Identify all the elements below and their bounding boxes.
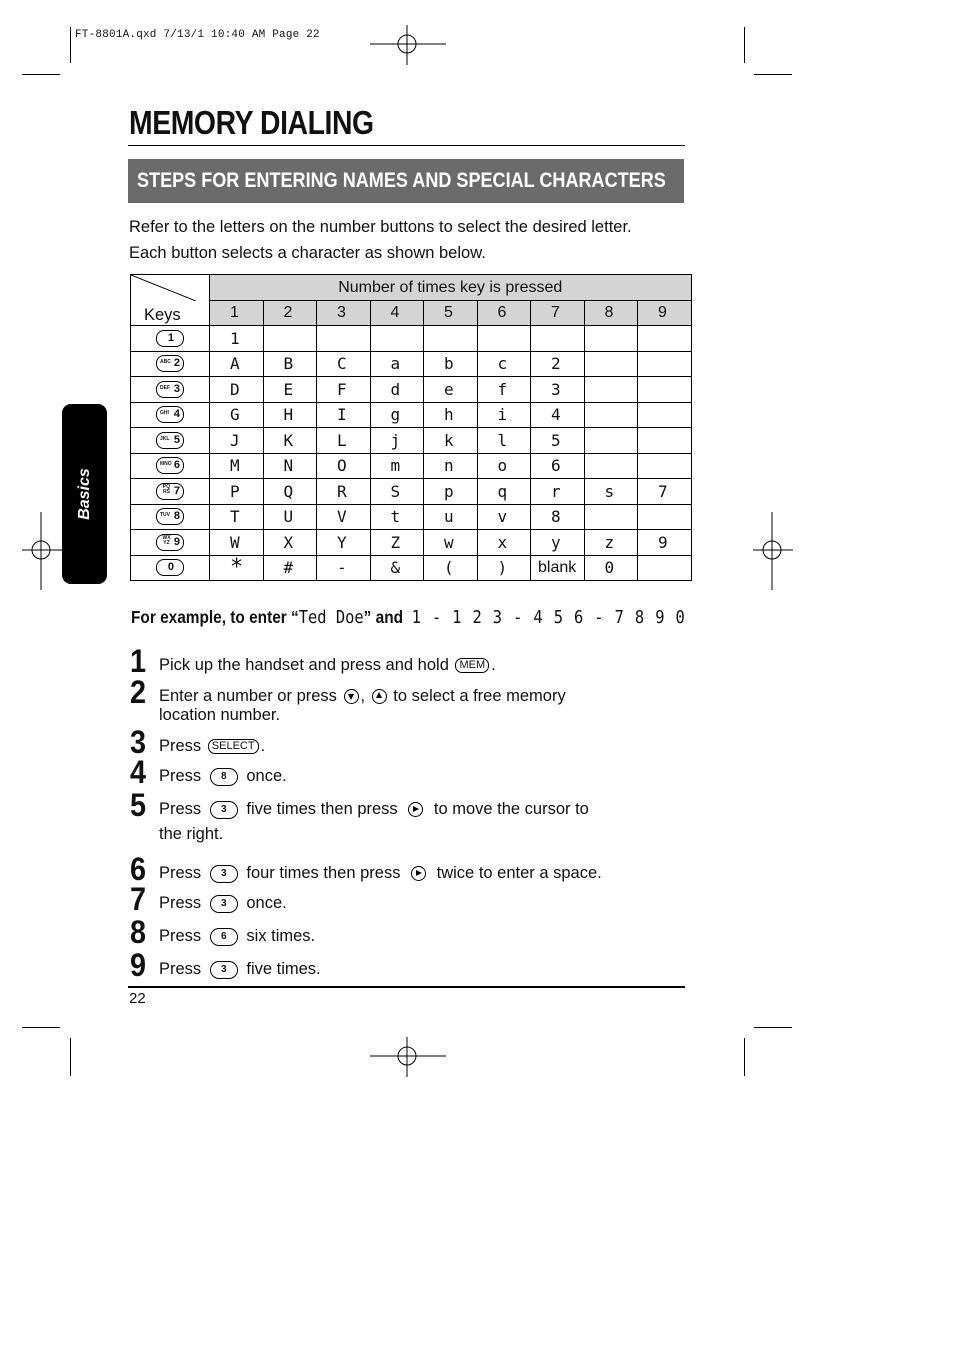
char-cell: Z	[370, 530, 424, 556]
char-cell: E	[263, 377, 317, 403]
crop-mark	[754, 74, 792, 75]
keys-header-label: Keys	[144, 306, 181, 324]
step-text-part: Press	[159, 927, 202, 945]
example-name: Ted Doe	[298, 608, 364, 628]
key-6-button: 6	[210, 928, 238, 946]
char-cell: s	[584, 479, 638, 505]
step-number: 9	[130, 947, 147, 983]
char-cell: e	[424, 377, 478, 403]
table-row	[131, 530, 692, 556]
char-cell	[584, 326, 638, 352]
key-digit: 6	[173, 459, 180, 472]
char-cell: V	[317, 504, 371, 530]
table-row	[131, 377, 692, 403]
step-text-part: Press	[159, 894, 202, 912]
char-cell: p	[424, 479, 478, 505]
char-cell	[638, 377, 692, 403]
press-count-cell: 7	[531, 301, 585, 326]
char-cell: 3	[531, 377, 585, 403]
char-cell: W	[210, 530, 264, 556]
char-cell	[638, 351, 692, 377]
char-cell: f	[477, 377, 531, 403]
key-cell	[131, 428, 210, 454]
title-rule	[128, 145, 685, 146]
step-text	[159, 926, 315, 946]
char-cell: 5	[531, 428, 585, 454]
step-text	[159, 863, 602, 883]
step-text-part: ,	[360, 687, 366, 705]
crop-mark	[754, 1027, 792, 1028]
page-title: MEMORY DIALING	[129, 104, 374, 141]
char-cell: k	[424, 428, 478, 454]
step-text-part: .	[491, 656, 496, 674]
char-cell: 8	[531, 504, 585, 530]
char-cell: l	[477, 428, 531, 454]
char-cell: a	[370, 351, 424, 377]
char-cell: *	[210, 555, 264, 581]
char-cell: K	[263, 428, 317, 454]
step-text	[159, 736, 265, 756]
key-3-button: 3	[210, 801, 238, 819]
intro-text	[129, 214, 632, 266]
table-row	[131, 351, 692, 377]
step-text-part: once.	[246, 894, 287, 912]
section-heading: STEPS FOR ENTERING NAMES AND SPECIAL CHARACTERS	[137, 169, 666, 192]
char-cell	[317, 326, 371, 352]
example-number: 1 - 1 2 3 - 4 5 6 - 7 8 9 0	[411, 608, 686, 628]
key-digit: 1	[167, 331, 174, 344]
key-letters: DEF	[160, 384, 170, 391]
step-text-part: to select a free memory	[393, 687, 566, 705]
step-number: 6	[130, 851, 147, 887]
table-row	[131, 555, 692, 581]
char-cell: d	[370, 377, 424, 403]
char-cell: i	[477, 402, 531, 428]
step-text-part: six times.	[246, 927, 316, 945]
up-arrow-icon	[372, 689, 387, 704]
press-count-cell: 3	[317, 301, 371, 326]
key-digit: 2	[173, 357, 180, 370]
step-text-part: Enter a number or press	[159, 687, 337, 705]
key-0-icon	[156, 559, 184, 576]
char-cell	[584, 351, 638, 377]
step-text-part: .	[260, 737, 266, 755]
char-cell	[584, 428, 638, 454]
step-text	[159, 655, 496, 675]
char-cell	[638, 428, 692, 454]
registration-mark-bottom	[370, 1037, 446, 1077]
char-cell: Q	[263, 479, 317, 505]
char-cell: 4	[531, 402, 585, 428]
char-cell: &	[370, 555, 424, 581]
step-text-line2: the right.	[159, 825, 224, 843]
char-cell: n	[424, 453, 478, 479]
char-cell: D	[210, 377, 264, 403]
char-cell	[638, 402, 692, 428]
press-count-cell: 6	[477, 301, 531, 326]
step-text-part: to move the cursor to	[433, 800, 589, 818]
mem-button: MEM	[455, 658, 489, 673]
footer-rule	[128, 986, 685, 988]
char-cell: u	[424, 504, 478, 530]
key-digit: 0	[167, 561, 174, 574]
right-arrow-icon	[408, 802, 423, 817]
step-text	[159, 893, 287, 913]
step-text-part: five times.	[246, 960, 321, 978]
step-text-part: Press	[159, 960, 202, 978]
press-count-header: Number of times key is pressed	[210, 275, 692, 301]
key-cell	[131, 326, 210, 352]
example-prefix: For example, to enter “	[131, 607, 299, 627]
table-row	[131, 479, 692, 505]
key-5-icon	[156, 432, 184, 449]
step-text-part: Press	[159, 767, 202, 785]
page-number: 22	[129, 990, 146, 1007]
key-digit: 4	[173, 408, 180, 421]
step-text-part: five times then press	[246, 800, 398, 818]
crop-mark	[744, 27, 745, 63]
char-cell: #	[263, 555, 317, 581]
step-number: 1	[130, 643, 147, 679]
char-cell: R	[317, 479, 371, 505]
char-cell: r	[531, 479, 585, 505]
press-count-cell: 5	[424, 301, 478, 326]
step-text-part: Pick up the handset and press and hold	[159, 656, 449, 674]
press-count-cell: 4	[370, 301, 424, 326]
key-digit: 9	[173, 535, 180, 548]
registration-mark-left	[22, 512, 62, 590]
char-cell: j	[370, 428, 424, 454]
crop-mark	[22, 74, 60, 75]
side-tab-label: Basics	[75, 468, 93, 520]
key-cell	[131, 402, 210, 428]
key-digit: 7	[173, 484, 180, 497]
step-text	[159, 686, 566, 706]
key-1-icon	[156, 330, 184, 347]
key-digit: 5	[173, 433, 180, 446]
key-8-button: 8	[210, 768, 238, 786]
key-3-button: 3	[210, 961, 238, 979]
char-cell: J	[210, 428, 264, 454]
char-cell	[263, 326, 317, 352]
key-4-icon	[156, 406, 184, 423]
char-cell	[638, 453, 692, 479]
step-number: 3	[130, 724, 147, 760]
key-2-icon	[156, 355, 184, 372]
char-cell: v	[477, 504, 531, 530]
char-cell: Y	[317, 530, 371, 556]
char-cell: y	[531, 530, 585, 556]
char-cell: t	[370, 504, 424, 530]
crop-mark	[22, 1027, 60, 1028]
key-letters: JKL	[160, 435, 170, 442]
char-cell	[584, 453, 638, 479]
char-cell: 6	[531, 453, 585, 479]
registration-mark-right	[753, 512, 793, 590]
down-arrow-icon	[344, 689, 359, 704]
key-cell	[131, 479, 210, 505]
char-cell: blank	[531, 555, 585, 581]
key-3-button: 3	[210, 895, 238, 913]
char-cell: o	[477, 453, 531, 479]
char-cell	[584, 504, 638, 530]
char-cell	[584, 402, 638, 428]
key-digit: 8	[173, 510, 180, 523]
char-cell: -	[317, 555, 371, 581]
char-cell: q	[477, 479, 531, 505]
char-cell: P	[210, 479, 264, 505]
step-text-part: Press	[159, 737, 202, 755]
char-cell: T	[210, 504, 264, 530]
table-header-row	[131, 275, 692, 301]
char-cell: O	[317, 453, 371, 479]
example-middle: ” and	[363, 607, 408, 627]
key-3-button: 3	[210, 865, 238, 883]
right-arrow-icon	[411, 866, 426, 881]
char-cell: 0	[584, 555, 638, 581]
char-cell	[584, 377, 638, 403]
side-tab	[62, 404, 107, 584]
step-number: 8	[130, 914, 147, 950]
char-cell	[477, 326, 531, 352]
char-cell: z	[584, 530, 638, 556]
step-text	[159, 766, 287, 786]
char-cell	[638, 555, 692, 581]
key-letters: PQRS	[162, 483, 171, 495]
char-cell: 7	[638, 479, 692, 505]
char-cell: (	[424, 555, 478, 581]
char-cell: g	[370, 402, 424, 428]
char-cell: C	[317, 351, 371, 377]
step-number: 4	[130, 754, 147, 790]
char-cell: B	[263, 351, 317, 377]
intro-line-2: Each button selects a character as shown below.	[129, 244, 486, 262]
char-cell: I	[317, 402, 371, 428]
key-letters: ABC	[160, 359, 171, 366]
table-row	[131, 402, 692, 428]
char-cell: A	[210, 351, 264, 377]
char-cell: S	[370, 479, 424, 505]
step-number: 2	[130, 674, 147, 710]
intro-line-1: Refer to the letters on the number buttons to select the desired letter.	[129, 218, 632, 236]
char-cell	[638, 504, 692, 530]
char-cell: N	[263, 453, 317, 479]
key-3-icon	[156, 381, 184, 398]
step-text-part: Press	[159, 864, 202, 882]
key-letters: TUV	[160, 512, 170, 519]
section-banner	[128, 159, 684, 203]
char-cell: M	[210, 453, 264, 479]
char-cell: h	[424, 402, 478, 428]
step-text-part: once.	[246, 767, 287, 785]
keys-header-cell	[131, 275, 210, 326]
file-slug: FT-8801A.qxd 7/13/1 10:40 AM Page 22	[75, 29, 320, 41]
char-cell	[424, 326, 478, 352]
press-count-row	[131, 301, 692, 326]
key-7-icon	[156, 483, 184, 500]
char-cell	[531, 326, 585, 352]
press-count-cell: 9	[638, 301, 692, 326]
char-cell: m	[370, 453, 424, 479]
table-row	[131, 428, 692, 454]
char-cell: w	[424, 530, 478, 556]
step-text-part: twice to enter a space.	[436, 864, 602, 882]
crop-mark	[70, 27, 71, 63]
key-cell	[131, 504, 210, 530]
char-cell: F	[317, 377, 371, 403]
crop-mark	[744, 1038, 745, 1076]
example-line	[131, 607, 686, 628]
step-text-line2: location number.	[159, 706, 281, 724]
char-cell: U	[263, 504, 317, 530]
char-cell: L	[317, 428, 371, 454]
character-table	[130, 274, 692, 581]
key-letters: GHI	[160, 410, 169, 417]
key-letters: WXYZ	[162, 534, 171, 546]
key-letters: MNO	[160, 461, 172, 468]
table-row	[131, 504, 692, 530]
table-row	[131, 453, 692, 479]
char-cell: X	[263, 530, 317, 556]
key-cell	[131, 377, 210, 403]
crop-mark	[70, 1038, 71, 1076]
char-cell	[370, 326, 424, 352]
char-cell: 1	[210, 326, 264, 352]
key-cell	[131, 530, 210, 556]
registration-mark-top	[370, 25, 446, 65]
char-cell: x	[477, 530, 531, 556]
char-cell: H	[263, 402, 317, 428]
char-cell: )	[477, 555, 531, 581]
char-cell: c	[477, 351, 531, 377]
key-cell	[131, 351, 210, 377]
step-text	[159, 959, 321, 979]
key-digit: 3	[173, 382, 180, 395]
char-cell: 9	[638, 530, 692, 556]
key-cell	[131, 555, 210, 581]
key-6-icon	[156, 457, 184, 474]
press-count-cell: 2	[263, 301, 317, 326]
table-row	[131, 326, 692, 352]
char-cell	[638, 326, 692, 352]
step-number: 5	[130, 787, 147, 823]
key-8-icon	[156, 508, 184, 525]
step-number: 7	[130, 881, 147, 917]
char-cell: G	[210, 402, 264, 428]
select-button: SELECT	[208, 739, 259, 754]
char-cell: b	[424, 351, 478, 377]
char-cell: 2	[531, 351, 585, 377]
key-9-icon	[156, 534, 184, 551]
press-count-cell: 8	[584, 301, 638, 326]
step-text-part: four times then press	[246, 864, 401, 882]
step-text-part: Press	[159, 800, 202, 818]
key-cell	[131, 453, 210, 479]
press-count-cell: 1	[210, 301, 264, 326]
step-text	[159, 799, 589, 819]
